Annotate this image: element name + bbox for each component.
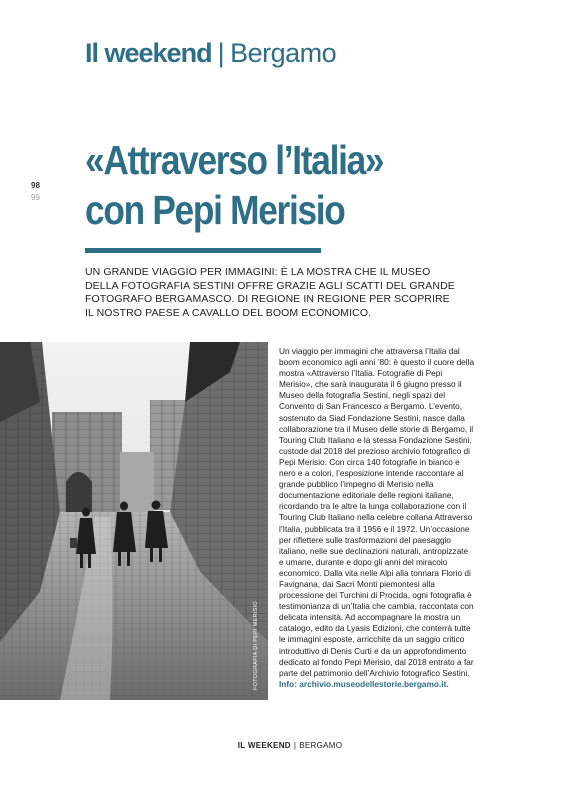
- photo-credit: FOTOGRAFIA DI PEPI MERISIO: [253, 601, 259, 690]
- page-number-next: 99: [31, 193, 40, 202]
- page-number-current: 98: [31, 181, 40, 190]
- article-lead: UN GRANDE VIAGGIO PER IMMAGINI: È LA MOSTRA CHE IL MUSEO DELLA FOTOGRAFIA SESTINI OFFRE GRAZIE AGLI SCATTI DEL GRANDE FOTOGRAFO BERGAMASCO. DI REGIONE IN REGIONE PER SCOPRIRE IL NOSTRO PAESE A CAVALLO DEL BOOM ECONOMICO.: [85, 266, 455, 319]
- footer-separator: |: [293, 741, 297, 750]
- section-city: Bergamo: [230, 38, 337, 68]
- article-body: [279, 346, 475, 690]
- section-name: Il weekend: [85, 38, 212, 68]
- body-paragraph: Un viaggio per immagini che attraversa l’Italia dal boom economico agli anni ’80: è questo il cuore della mostra «Attraverso l’Italia. Fotografie di Pepi Merisio», che sarà inaugurata il 6 giugno presso il Museo della fotografia Sestini, negli spazi del Convento di San Francesco a Bergamo. L’evento, sostenuto da Siad Fondazione Sestini, nasce dalla collaborazione tra il Museo delle storie di Bergamo, il Touring Club Italiano e la stessa Fondazione Sestini, custode dal 2018 del prezioso archivio fotografico di Pepi Merisio. Con circa 140 fotografie in bianco e nero e a colori, l’esposizione intende raccontare al grande pubblico l’impegno di Merisio nella documentazione editoriale delle regioni italiane, ricordando tra le altre la lunga collaborazione con il Touring Club Italiano nella celebre collana Attraverso l’Italia, pubblicata tra il 1956 e il 1972. Un’occasione per riflettere sulle trasformazioni del paesaggio italiano, nelle sue declinazioni naturali, antropizzate e umane, durante e dopo gli anni del miracolo economico. Dalla vita nelle Alpi alla tonnara Florio di Favignana, dai Sacri Monti piemontesi alla processione dei Turchini di Procida, ogni fotografia è testimonianza di un’Italia che cambia, raccontata con delicata intensità. Ad accompagnare la mostra un catalogo, edito da Lyasis Edizioni, che conterrà tutte le immagini esposte, arricchite da un saggio critico introduttivo di Denis Curti e da un approfondimento dedicato al fondo Pepi Merisio, dal 2018 entrato a far parte del patrimonio dell’Archivio fotografico Sestini.: [279, 346, 475, 678]
- photo-illustration: [0, 342, 268, 700]
- article-photo: [0, 342, 268, 700]
- page-footer: [0, 741, 580, 750]
- section-header: [85, 38, 336, 69]
- footer-section: IL WEEKEND: [237, 741, 291, 750]
- footer-city: BERGAMO: [299, 741, 343, 750]
- title-line-1: «Attraverso l’Italia»: [85, 137, 384, 183]
- header-separator: |: [217, 38, 225, 68]
- info-link[interactable]: Info: archivio.museodellestorie.bergamo.it.: [279, 678, 449, 689]
- title-line-2: con Pepi Merisio: [85, 187, 345, 233]
- page-numbers: [31, 180, 40, 204]
- title-rule: [85, 248, 321, 253]
- article-title: [85, 135, 446, 235]
